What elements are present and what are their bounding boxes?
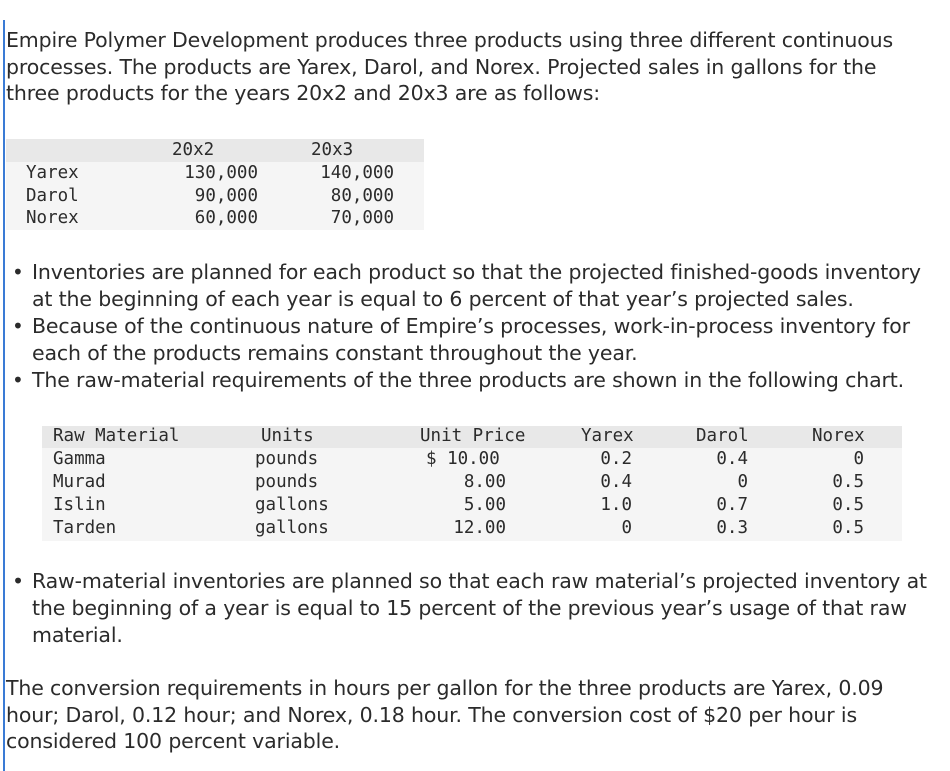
- raw-header-darol: Darol: [696, 426, 749, 446]
- conversion-paragraph: The conversion requirements in hours per gallon for the three products are Yarex, 0.09 hour; Darol, 0.12 hour; and Norex, 0.18 hour. The conversion cost of $20 per hour is considered 100 percent variable.: [6, 676, 884, 753]
- raw-row-norex: 0.5: [832, 495, 864, 515]
- raw-row-units: gallons: [255, 518, 329, 538]
- raw-row-darol: 0.3: [716, 518, 748, 538]
- bullet-item: • The raw-material requirements of the three products are shown in the following chart.: [6, 367, 946, 394]
- raw-row-yarex: 0: [621, 518, 632, 538]
- intro-paragraph: Empire Polymer Development produces three products using three different continuous processes. The products are Yarex, Darol, and Norex. Projected sales in gallons for the three products for the years 20x2 and 20x3 are as follows:: [6, 28, 894, 105]
- sales-row-year-1: 60,000: [194, 208, 258, 228]
- raw-row-units: pounds: [255, 472, 319, 492]
- raw-header-unit-price: Unit Price: [420, 426, 526, 446]
- assumption-bullet-list: [6, 259, 946, 394]
- sales-row-year-2: 80,000: [330, 185, 394, 206]
- inventory-bullet-list: [6, 568, 946, 649]
- sales-row-year-1: 90,000: [194, 185, 258, 206]
- bullet-item: • Inventories are planned for each product so that the projected finished-goods inventory at the beginning of each year is equal to 6 percent of that year’s projected sales.: [6, 259, 946, 313]
- raw-row-units: pounds: [255, 449, 319, 469]
- raw-row-material: Islin: [53, 495, 106, 515]
- left-border-rule: [3, 20, 5, 771]
- sales-header-year-1: 20x2: [172, 140, 215, 160]
- raw-row-price: 12.00: [453, 518, 506, 538]
- bullet-item: • Raw-material inventories are planned so that each raw material’s projected inventory at the beginning of a year is equal to 15 percent of the previous year’s usage of that raw material.: [6, 568, 946, 649]
- sales-row-product: Norex: [26, 208, 79, 228]
- raw-header-units: Units: [261, 426, 314, 446]
- raw-row-material: Tarden: [53, 518, 117, 538]
- raw-row-price: $ 10.00: [426, 449, 500, 469]
- raw-row-darol: 0.7: [716, 495, 748, 515]
- raw-row-norex: 0.5: [832, 518, 864, 538]
- raw-row-price: 5.00: [463, 495, 506, 515]
- bullet-item: • Because of the continuous nature of Empire’s processes, work-in-process inventory for each of the products remains constant throughout the year.: [6, 313, 946, 367]
- sales-row-product: Darol: [26, 185, 79, 206]
- raw-row-norex: 0: [853, 449, 864, 469]
- sales-row-year-2: 70,000: [330, 208, 394, 228]
- raw-row-yarex: 0.4: [600, 472, 632, 492]
- raw-row-yarex: 0.2: [600, 449, 632, 469]
- sales-row-product: Yarex: [26, 163, 79, 183]
- sales-row-year-1: 130,000: [184, 163, 258, 183]
- raw-row-norex: 0.5: [832, 472, 864, 492]
- raw-row-units: gallons: [255, 495, 329, 515]
- raw-row-price: 8.00: [463, 472, 506, 492]
- raw-row-darol: 0: [737, 472, 748, 492]
- raw-row-material: Gamma: [53, 449, 106, 469]
- sales-table-header-bg: [6, 139, 424, 162]
- raw-header-norex: Norex: [812, 426, 865, 446]
- raw-row-yarex: 1.0: [600, 495, 632, 515]
- sales-header-year-2: 20x3: [311, 140, 354, 160]
- raw-header-material: Raw Material: [53, 426, 180, 446]
- raw-row-darol: 0.4: [716, 449, 748, 469]
- raw-row-material: Murad: [53, 472, 106, 492]
- raw-material-table: [42, 426, 902, 540]
- raw-header-yarex: Yarex: [581, 426, 634, 446]
- sales-row-year-2: 140,000: [320, 163, 394, 183]
